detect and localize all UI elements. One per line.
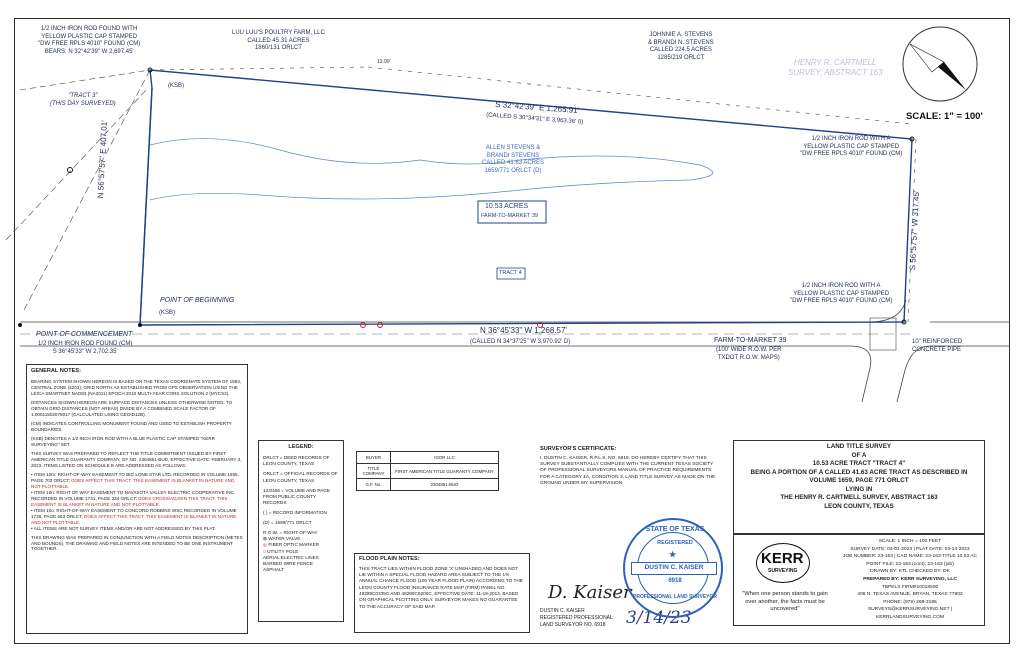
- list-item: • ALL ITEMS ARE NOT SURVEY ITEMS AND/OR ARE NOT ADDRESSED BY THIS PLAT.: [31, 525, 216, 531]
- title-line: VOLUME 1659, PAGE 771 ORLCT: [809, 477, 909, 484]
- survey-abstract-label: HENRY R. CARTMELL SURVEY, ABSTRACT 163: [788, 58, 883, 77]
- pob-ksb-label: (KSB): [159, 310, 176, 316]
- legend-row: ORLCT = OFFICIAL RECORDS OF LEON COUNTY, TEXAS: [263, 471, 338, 483]
- surveyor-seal: STATE OF TEXAS REGISTERED ★ DUSTIN C. KAISER 6918 PROFESSIONAL LAND SURVEYOR: [623, 518, 723, 618]
- title-block: [733, 440, 985, 534]
- table-row: BUYER IGOR LLC: [357, 452, 499, 464]
- firm-quote: "When one person stands to gain over another, the facts must be uncovered": [742, 591, 828, 613]
- surveyor-heading: SURVEYOR'S CERTIFICATE:: [540, 446, 617, 452]
- buyer-table: [356, 451, 499, 491]
- water-valve-icon: ⊠: [263, 536, 269, 542]
- northwest-rod-note: 1/2 INCH IRON ROD FOUND WITH YELLOW PLASTIC CAP STAMPED "DW FREE RPLS 4010" FOUND (CM) BEARS: N 32°42'39" W 2,697.45': [38, 26, 141, 55]
- farm-to-market-label: FARM-TO-MARKET 39: [714, 337, 787, 344]
- legend-row: 123/456 = VOLUME AND PAGE FROM PUBLIC COUNTY RECORDS: [263, 487, 331, 505]
- scale-label: SCALE: 1" = 100': [906, 111, 983, 122]
- general-notes-heading: GENERAL NOTES:: [31, 368, 81, 374]
- table-row: G.F. No. 2304851-BUD: [357, 479, 499, 491]
- legend-row: R.O.W. = RIGHT-OF-WAY: [263, 530, 318, 536]
- fiber-marker: [361, 323, 366, 328]
- title-line: LYING IN: [845, 485, 873, 493]
- adjoiner-luu-label: LUU LUU'S POULTRY FARM, LLC CALLED 45.31 ACRES 1860/131 ORLCT: [232, 30, 325, 51]
- east-line-bearing: S 56°57'57" W 317.45': [908, 190, 922, 271]
- monument-pob: [138, 323, 142, 327]
- title-line: LEON COUNTY, TEXAS: [824, 502, 894, 510]
- tract-3-label: "TRACT 3" (THIS DAY SURVEYED): [50, 93, 116, 107]
- title-line: THE HENRY R. CARTMELL SURVEY, ABSTRACT 163: [780, 494, 938, 501]
- ksb-label: (KSB): [168, 83, 185, 89]
- south-line-called: (CALLED N 34°37'25" W 3,970.92' D): [470, 339, 571, 345]
- table-row: TITLE COMPANY FIRST AMERICAN TITLE GUARANTY COMPANY: [357, 464, 499, 479]
- general-notes-box: [26, 364, 248, 634]
- barbed-wire-fence: [150, 67, 368, 70]
- legend-row: DRLCT = DEED RECORDS OF LEON COUNTY, TEXAS: [263, 455, 330, 467]
- note-field-notes: THIS DRAWING WAS PREPARED IN CONJUNCTION WITH A FIELD NOTES DESCRIPTION (METES AND BOUNDS). THE DRAWING AND FIELD NOTES ARE INTENDED TO BE ONE INSTRUMENT TOGETHER.: [31, 534, 243, 552]
- northeast-rod-note: 1/2 INCH IRON ROD WITH A YELLOW PLASTIC CAP STAMPED "DW FREE RPLS 4010" FOUND (CM): [800, 136, 903, 157]
- legend-row: (D) = 1659/771 ORLCT: [263, 520, 312, 526]
- flood-heading: FLOOD PLAIN NOTES:: [359, 556, 420, 562]
- legend-box: [258, 440, 344, 622]
- flood-text: THIS TRACT LIES WITHIN FLOOD ZONE 'X' UNSHADED AND DOES NOT LIE WITHIN A SPECIAL FLOOD HAZARD AREA SUBJECT TO THE 1% ANNUAL CHANCE FLOOD (100 YEAR FLOOD PLAIN) ACCORDING TO THE LEON COUNTY FLOOD INSURANCE RATE MAP (FIRM) PANEL NO. 48289C0335C AND 48289C0200C, EFFECTIVE DATE: 11-19-2013, BASED ON GRAPHICAL PLOTTING ONLY. SURVEYOR MAKES NO GUARANTEE TO THE ACCURACY OF SAID MAP.: [359, 565, 523, 609]
- note-bearing-system: BEARING SYSTEM SHOWN HEREON IS BASED ON THE TEXAS COORDINATE SYSTEM OF 1983, CENTRAL ZONE (4203), GRID NORTH AS ESTABLISHED FROM GPS OBSERVATION USING THE LEICA SMARTNET NAD83 (NA2011) EPOCH 2010 MULTI-YEAR CORS SOLUTION 2 (MYCS2).: [31, 379, 242, 397]
- list-item: • ITEM 10o: RIGHT-OF-WAY EASEMENT TO CONCORD ROBBINS WSC RECORDED IN VOLUME 1726, PAGE 653 ORLCT; DOES AFFECT THIS TRACT. THIS EASEMENT IS BLANKET IN NATURE AND NOT PLOTTABLE.: [31, 507, 237, 525]
- south-line-bearing: N 36°45'33" W 1,268.57': [480, 326, 567, 335]
- list-item: • ITEM 10m: RIGHT-OF-WAY EASEMENT TO BIG LONE STAR LTD. RECORDED IN VOLUME 1555, PAGE 703 ORLCT; DOES AFFECT THIS TRACT. THIS EASEMENT IS BLANKET IN NATURE AND NOT PLOTTABLE.: [31, 471, 239, 489]
- list-item: • ITEM 10n: RIGHT OF WAY EASEMENT TO NAVASOTA VALLEY ELECTRIC COOPERATIVE INC. RECORDED IN VOLUME 1731, PAGE 234 ORLCT; DOES CROSS/ADJOIN THIS TRACT. THIS EASEMENT IS BLANKET IN NATURE AND NOT PLOTTABLE.: [31, 489, 236, 507]
- signature-name: DUSTIN C. KAISER: [540, 608, 585, 614]
- monument-poc: [18, 323, 22, 327]
- tract-4-label: TRACT 4: [499, 270, 522, 276]
- note-cm: (CM) INDICATES CONTROLLING MONUMENT FOUND AND USED TO ESTABLISH PROPERTY BOUNDARIES.: [31, 421, 232, 433]
- legend-row: AERIAL ELECTRIC LINES: [263, 554, 319, 560]
- flood-plain-notes-box: [354, 553, 530, 633]
- note-distances: DISTANCES SHOWN HEREON ARE SURFACE DISTANCES UNLESS OTHERWISE NOTED. TO OBTAIN GRID DISTANCES (NOT AREAS) DIVIDE BY A COMBINED SCALE FACTOR OF 1.00011502078017 (CALCULATED USING GEOID12B).: [31, 400, 233, 418]
- creek-line: [150, 139, 713, 200]
- poc-rod-note: 1/2 INCH IRON ROD FOUND (CM) S 36°45'33" W 2,702.35': [38, 341, 133, 355]
- legend-row: ( ) = RECORD INFORMATION: [263, 510, 327, 516]
- surveyor-signature: D. Kaiser: [548, 582, 632, 603]
- surveyor-certificate: [540, 446, 720, 488]
- title-line: OF A: [851, 451, 867, 459]
- title-line: 10.53 ACRE TRACT "TRACT 4": [812, 460, 906, 467]
- acreage-fm-label: FARM-TO-MARKET 39: [481, 213, 538, 219]
- title-line: BEING A PORTION OF A CALLED 41.63 ACRE TRACT AS DESCRIBED IN: [750, 468, 968, 476]
- signature-date: 3/14/23: [626, 608, 692, 628]
- note-title-commitment: THIS SURVEY WAS PREPARED TO REFLECT THE TITLE COMMITMENT ISSUED BY FIRST AMERICAN TITLE GUARANTY COMPANY, GF NO. 2304851-BUD, EFFECTIVE DATE: FEBRUARY 3, 2023. ITEMS LISTED ON SCHEDULE B ARE ADDRESSED AS FOLLOWS:: [31, 450, 242, 468]
- west-line-bearing: N 56°57'57" E 407.01': [96, 120, 110, 199]
- legend-row: BARBED WIRE FENCE: [263, 560, 314, 566]
- adjoiner-allen-label: ALLEN STEVENS & BRANDI STEVENS CALLED 41.63 ACRES 1659/771 ORLCT (D): [482, 145, 545, 174]
- point-of-commencement-label: POINT OF COMMENCEMENT: [36, 331, 133, 338]
- adjoiner-stevens-label: JOHNNIE A. STEVENS & BRANDI N. STEVENS CALLED 224.5 ACRES 1285/219 ORLCT: [648, 32, 714, 61]
- title-line: LAND TITLE SURVEY: [826, 443, 892, 450]
- offset-label: 13.90': [377, 59, 391, 65]
- surveyor-text: I, DUSTIN C. KAISER, R.P.L.S. NO. 6918, DO HEREBY CERTIFY THAT THIS SURVEY SUBSTANTIALLY COMPLIES WITH THE CURRENT TEXAS SOCIETY OF PROFESSIONAL SURVEYORS MANUAL OF PRACTICE REQUIREMENTS FOR A CATEGORY 1A, CONDITION 3, LAND TITLE SURVEY AS MADE ON THE GROUND UNDER MY SUPERVISION.: [540, 455, 716, 487]
- firm-block: [733, 534, 985, 626]
- signature-license: LAND SURVEYOR NO. 6918: [540, 622, 606, 628]
- legend-row: ⊠ WATER VALVE: [263, 536, 301, 542]
- signature-role: REGISTERED PROFESSIONAL: [540, 615, 613, 621]
- note-ksb: (KSB) DENOTES A 1/2 INCH IRON ROD WITH A BLUE PLASTIC CAP STAMPED "KERR SURVEYING" SET.: [31, 436, 215, 447]
- legend-row: ○ UTILITY POLE: [263, 548, 299, 554]
- north-line-called: (CALLED S 30°34'31" E 3,963.36' 0): [485, 112, 584, 126]
- acreage-label: 10.53 ACRES: [485, 203, 529, 210]
- legend-row: ASPHALT: [263, 566, 285, 572]
- north-line-bearing: S 32°42'39" E 1,265.91': [494, 99, 580, 116]
- fiber-marker-icon: ◎: [263, 542, 269, 548]
- point-of-beginning-label: POINT OF BEGINNING: [160, 297, 235, 304]
- utility-pole-icon: ○: [263, 548, 268, 554]
- southeast-rod-note: 1/2 INCH IRON ROD WITH A YELLOW PLASTIC CAP STAMPED "DW FREE RPLS 4010" FOUND (CM): [790, 283, 893, 304]
- farm-to-market-row-note: (100' WIDE R.O.W. PER TXDOT R.O.W. MAPS): [716, 347, 782, 361]
- firm-details: SCALE: 1 INCH = 100 FEET SURVEY DATE: 03-01-2023 | PLAT DATE: 03-14-2023 JOB NUMBER: 23-163 | CAD NAME: 23-163-TITLE 10.53 AC POINT FILE: 23-163 (cont); 23-163 (job) DRAWN BY: KTL CHECKED BY: DK PREPARED BY: KERR SURVEYING, LLC TBPELS FIRM#10018500 409 N. TEXAS AVENUE, BRYAN, TEXAS 77803 PHONE: (979) 268-3195 SURVEYS@KERRSURVEYING.NET | KERRLANDSURVEYING.COM: [842, 539, 978, 620]
- legend-heading: LEGEND:: [288, 444, 314, 450]
- concrete-pipe-note: 10" REINFORCED CONCRETE PIPE: [912, 339, 963, 353]
- kerr-logo: KERR SURVEYING: [756, 543, 810, 583]
- legend-row: ◎ FIBER OPTIC MARKER: [263, 542, 320, 548]
